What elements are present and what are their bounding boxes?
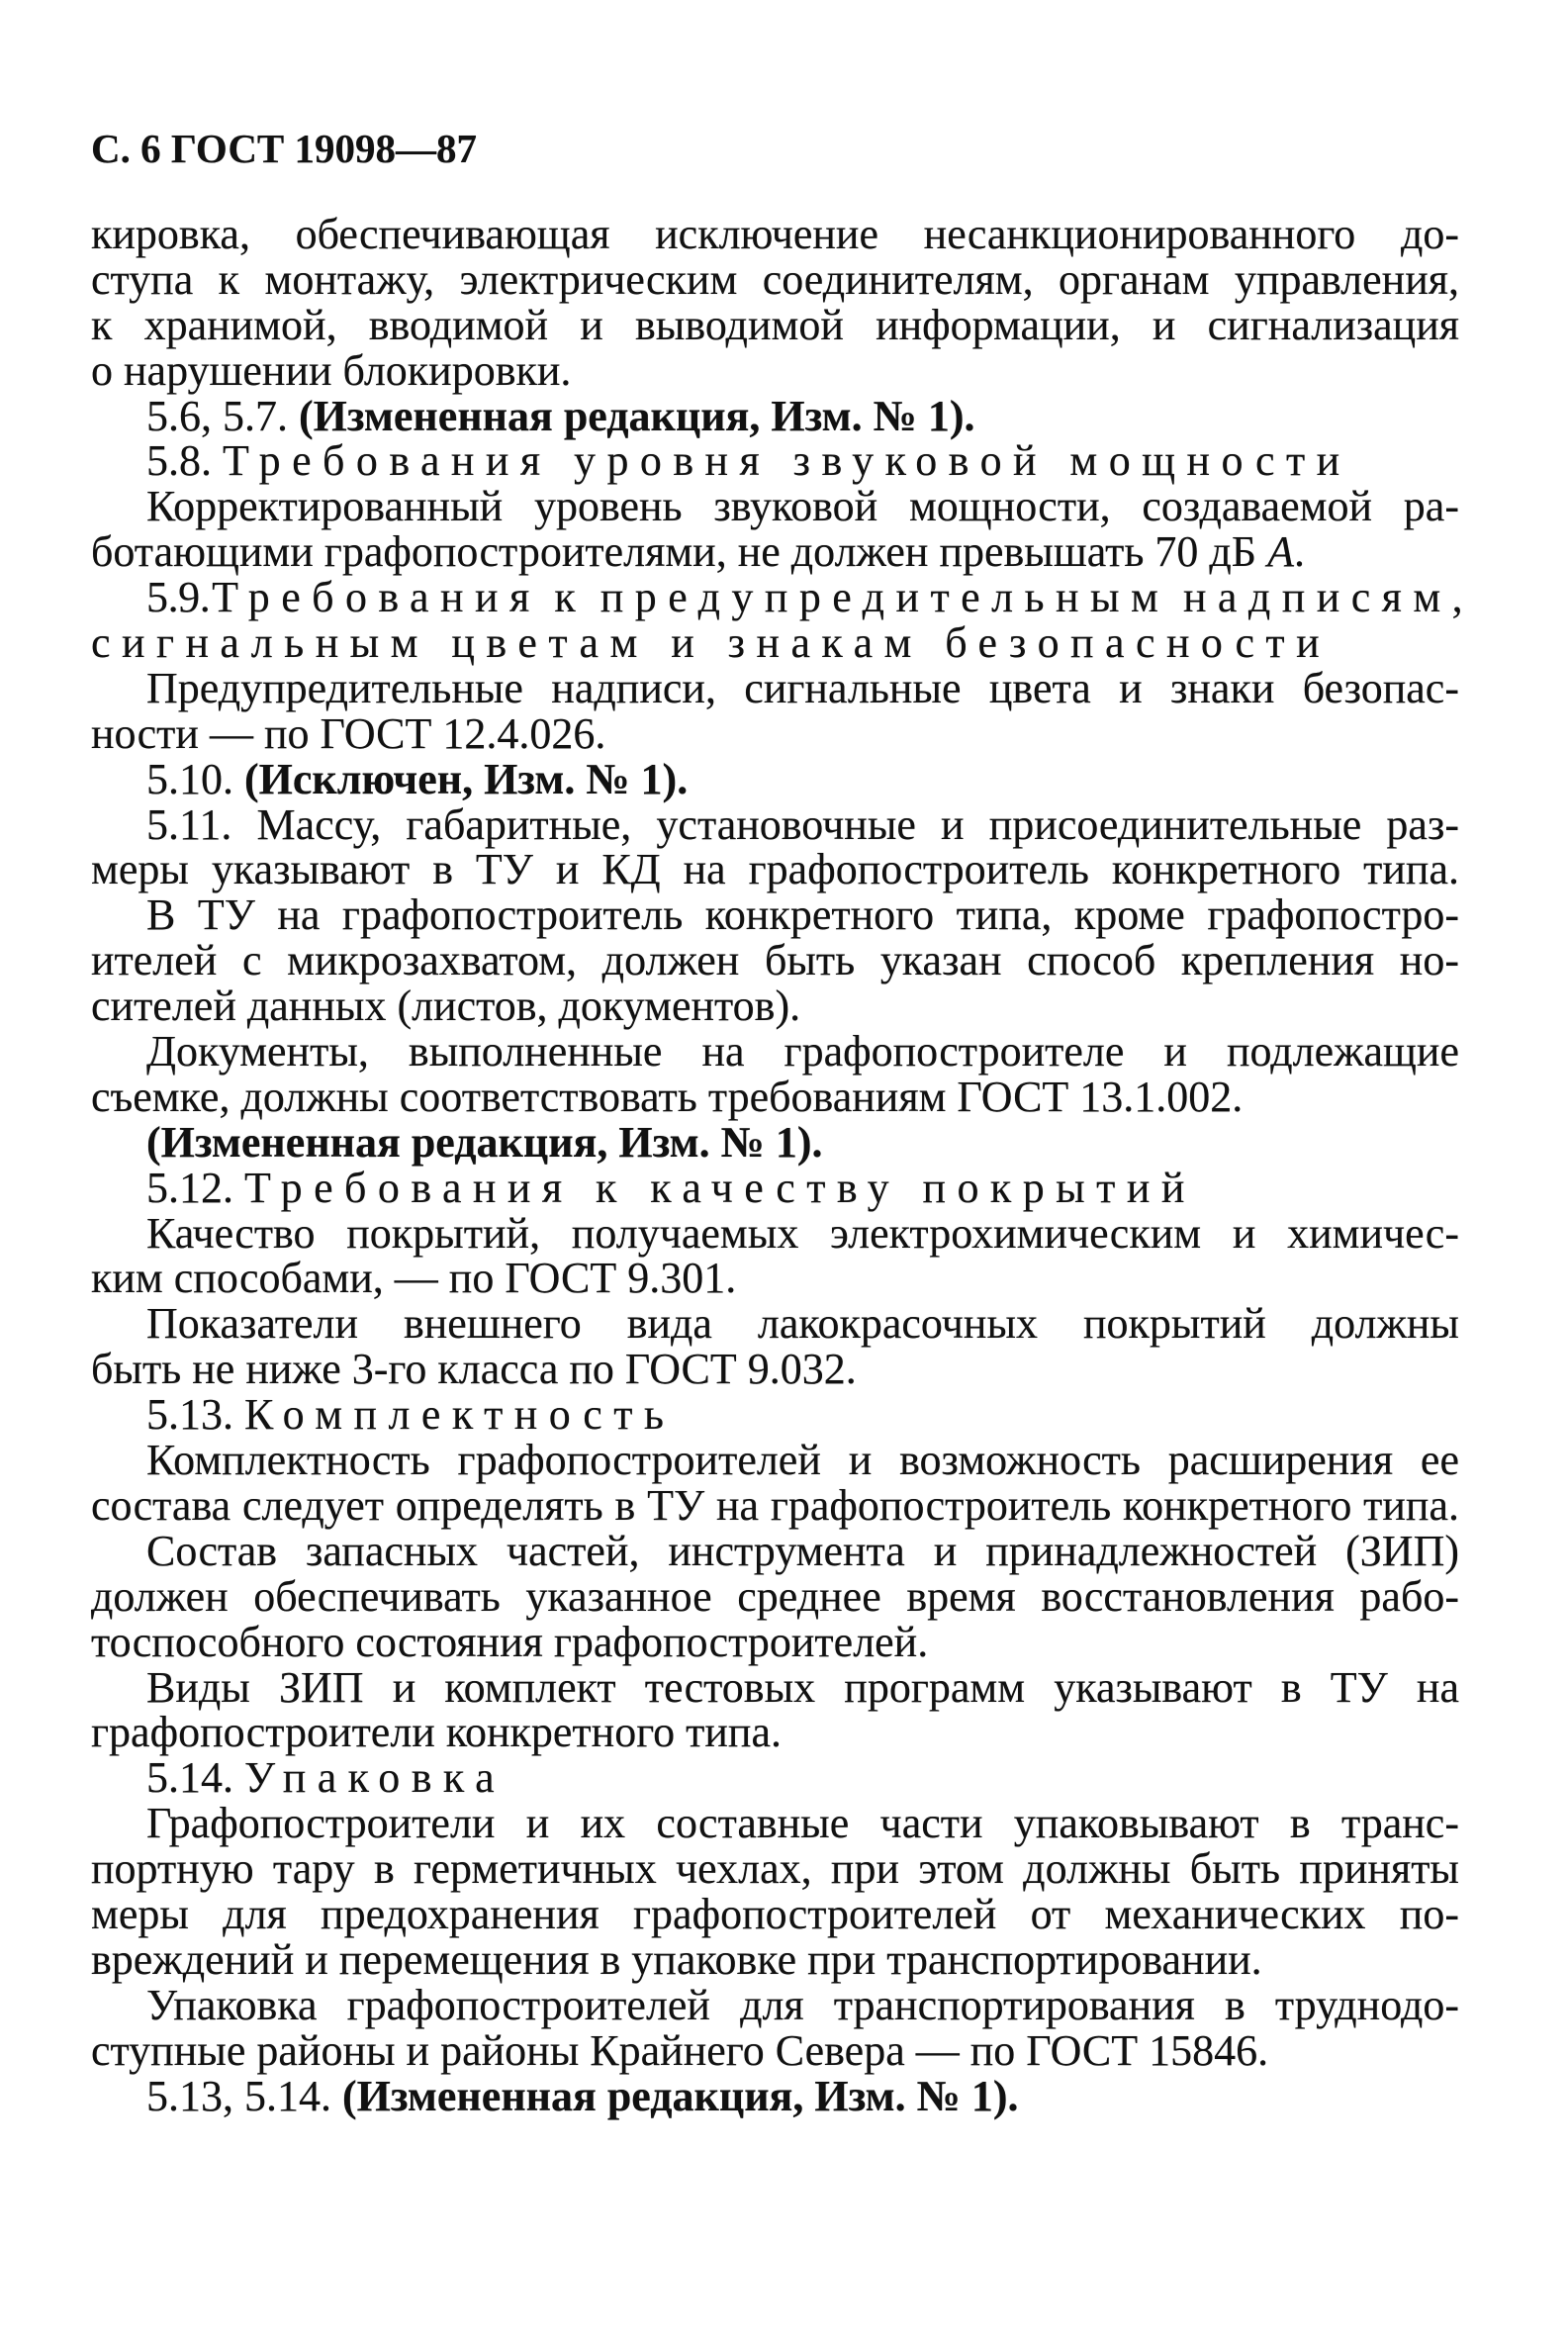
line-text: меры указывают в ТУ и КД на графопостроитель конкретного типа. <box>91 845 1459 894</box>
paragraph-media-fastening <box>91 892 1459 1029</box>
amendment-line <box>91 1117 1459 1167</box>
paragraph-line <box>91 663 1459 712</box>
paragraph-line <box>91 1980 1459 2029</box>
line-text: вреждений и перемещения в упаковке при транспортировании. <box>91 1934 1262 1984</box>
paragraph-line <box>91 345 1459 395</box>
line-text <box>91 529 1305 575</box>
paragraph-line <box>91 1256 1459 1301</box>
paragraph-sound-power <box>91 484 1459 575</box>
paragraph-north-packaging <box>91 1980 1459 2075</box>
line-text: состава следует определять в ТУ на графопостроитель конкретного типа. <box>91 1480 1459 1530</box>
clause-number: 5.10. <box>146 754 233 803</box>
line-text: кировка, обеспечивающая исключение несанкционированного до- <box>91 210 1459 258</box>
paragraph-line <box>91 529 1459 575</box>
line-text: В ТУ на графопостроитель конкретного типа, кроме графопостро- <box>146 890 1459 940</box>
line-text: ности — по ГОСТ 12.4.026. <box>91 708 606 758</box>
paragraph-completeness <box>91 1438 1459 1529</box>
section-heading-5-13 <box>91 1392 1459 1438</box>
paragraph-line <box>91 1801 1459 1846</box>
clause-number: 5.8. <box>146 436 212 486</box>
section-title: Требования уровня звуковой мощности <box>223 436 1351 486</box>
section-title: Требования к качеству покрытий <box>244 1163 1196 1212</box>
line-text: ступные районы и районы Крайнего Севера — по ГОСТ 15846. <box>91 2025 1269 2075</box>
line-text: тоспособного состояния графопостроителей. <box>91 1617 929 1666</box>
paragraph-line <box>91 938 1459 983</box>
line-text: ким способами, — по ГОСТ 9.301. <box>91 1254 737 1303</box>
paragraph-warning-signs <box>91 663 1459 758</box>
section-title: Требования к предупредительным надписям, <box>212 573 1475 622</box>
clause-number: 5.13, 5.14. <box>146 2071 331 2120</box>
line-text <box>146 391 975 440</box>
line-text-part: ботающими графопостроителями, не должен превышать 70 дБ <box>91 527 1257 577</box>
paragraph-documents <box>91 1029 1459 1120</box>
line-text: портную тару в герметичных чехлах, при этом должны быть приняты <box>91 1844 1459 1894</box>
amendment-note <box>91 1117 1459 1167</box>
paragraph-line <box>91 484 1459 529</box>
section-title: сигнальным цветам и знакам безопасности <box>91 618 1332 668</box>
line-text <box>146 438 1351 484</box>
section-title: Упаковка <box>244 1753 507 1803</box>
line-text: должен обеспечивать указанное среднее время восстановления рабо- <box>91 1571 1459 1621</box>
paragraph-line <box>91 1301 1459 1347</box>
line-text: ителей с микрозахватом, должен быть указан способ крепления но- <box>91 936 1459 985</box>
paragraph-line <box>91 212 1459 257</box>
paragraph-packaging <box>91 1801 1459 1983</box>
paragraph-line <box>91 300 1459 349</box>
line-text <box>146 754 689 803</box>
line-text: ступа к монтажу, электрическим соединителям, органам управления, <box>91 254 1459 304</box>
amendment-note: (Измененная редакция, Изм. № 1). <box>146 1117 823 1167</box>
line-text <box>146 1755 506 1801</box>
paragraph-test-programs <box>91 1662 1459 1757</box>
paragraph-line <box>91 1072 1459 1121</box>
paragraph-line <box>91 1029 1459 1075</box>
clause-number: 5.9. <box>146 573 211 622</box>
paragraph-coating-quality <box>91 1208 1459 1303</box>
paragraph-line <box>91 1347 1459 1392</box>
heading-line <box>91 620 1459 666</box>
line-text: быть не ниже 3-го класса по ГОСТ 9.032. <box>91 1345 857 1394</box>
line-text <box>146 1117 823 1167</box>
line-text: съемке, должны соответствовать требованиям ГОСТ 13.1.002. <box>91 1072 1244 1121</box>
paragraph-line <box>91 1438 1459 1483</box>
paragraph-line <box>91 1662 1459 1712</box>
section-heading-5-9 <box>91 573 1475 668</box>
line-text: сителей данных (листов, документов). <box>91 982 801 1031</box>
paragraph-line <box>91 1934 1459 1984</box>
line-text: Виды ЗИП и комплект тестовых программ указывают в ТУ на <box>146 1662 1459 1712</box>
heading-line <box>91 438 1459 484</box>
paragraph-line <box>91 2025 1459 2075</box>
section-heading-5-8 <box>91 438 1459 484</box>
paragraph-line <box>91 1208 1459 1258</box>
line-text: Корректированный уровень звуковой мощности, создаваемой ра- <box>146 482 1459 531</box>
paragraph-line <box>91 847 1459 892</box>
paragraph-line <box>91 708 1459 758</box>
clause-number: 5.12. <box>146 1163 233 1212</box>
paragraph-line <box>91 799 1459 849</box>
amendment-line <box>91 391 1459 440</box>
line-text: Состав запасных частей, инструмента и принадлежностей (ЗИП) <box>146 1526 1459 1575</box>
heading-line <box>91 1163 1459 1212</box>
line-text <box>146 1392 675 1438</box>
weighting-unit: A <box>1267 527 1294 577</box>
paragraph-blocking-continuation <box>91 212 1459 394</box>
paragraph-5-11-dimensions <box>91 799 1459 894</box>
amendment-line <box>91 2071 1459 2120</box>
line-text <box>146 2071 1019 2120</box>
line-text <box>146 799 1459 849</box>
section-heading-5-12 <box>91 1163 1459 1212</box>
line-text-part: Массу, габаритные, установочные и присоединительные раз- <box>256 799 1459 849</box>
amendment-note: (Измененная редакция, Изм. № 1). <box>342 2071 1019 2120</box>
paragraph-line <box>91 254 1459 304</box>
paragraph-spare-parts <box>91 1526 1459 1666</box>
running-head <box>91 126 1459 171</box>
paragraph-line <box>91 983 1459 1029</box>
section-title: Комплектность <box>244 1390 676 1440</box>
line-text: Комплектность графопостроителей и возможность расширения ее <box>146 1436 1459 1485</box>
paragraph-line <box>91 1526 1459 1575</box>
line-text: Показатели внешнего вида лакокрасочных покрытий должны <box>146 1299 1459 1349</box>
paragraph-line <box>91 1846 1459 1892</box>
heading-line <box>91 1755 1459 1801</box>
line-text: о нарушении блокировки. <box>91 345 572 395</box>
line-text <box>146 1163 1196 1212</box>
paragraph-line <box>91 892 1459 938</box>
paragraph-line <box>91 1571 1459 1621</box>
line-text: Упаковка графопостроителей для транспортирования в труднодо- <box>146 1980 1459 2029</box>
sentence-end: . <box>1293 527 1305 577</box>
line-text <box>146 575 1474 620</box>
line-text: Графопостроители и их составные части упаковывают в транс- <box>146 1799 1459 1848</box>
amendment-note-5-10 <box>91 754 1459 803</box>
line-text: Качество покрытий, получаемых электрохимическим и химичес- <box>146 1208 1459 1258</box>
heading-line <box>91 1392 1459 1438</box>
line-text <box>91 620 1331 666</box>
clause-number: 5.13. <box>146 1390 233 1440</box>
paragraph-line <box>91 1889 1459 1938</box>
line-text: графопостроители конкретного типа. <box>91 1708 783 1757</box>
line-text: к хранимой, вводимой и выводимой информации, и сигнализация <box>91 300 1459 349</box>
line-text: Предупредительные надписи, сигнальные цвета и знаки безопас- <box>146 663 1459 712</box>
paragraph-line <box>91 1480 1459 1530</box>
amendment-note-5-6-5-7 <box>91 391 1459 440</box>
document-text <box>91 210 1475 2120</box>
amendment-note: (Исключен, Изм. № 1). <box>244 754 689 803</box>
section-heading-5-14 <box>91 1755 1459 1801</box>
amendment-note-5-13-5-14 <box>91 2071 1459 2120</box>
clause-number: 5.11. <box>146 799 232 849</box>
paragraph-line <box>91 1710 1459 1755</box>
clause-number: 5.6, 5.7. <box>146 391 288 440</box>
amendment-line <box>91 754 1459 803</box>
line-text: меры для предохранения графопостроителей от механических по- <box>91 1889 1459 1938</box>
paragraph-line <box>91 1617 1459 1666</box>
amendment-note: (Измененная редакция, Изм. № 1). <box>299 391 975 440</box>
paragraph-paint-coatings <box>91 1301 1459 1392</box>
clause-number: 5.14. <box>146 1753 233 1803</box>
line-text: Документы, выполненные на графопостроителе и подлежащие <box>146 1027 1459 1076</box>
running-head-text: С. 6 ГОСТ 19098—87 <box>91 126 478 171</box>
heading-line <box>91 573 1475 622</box>
